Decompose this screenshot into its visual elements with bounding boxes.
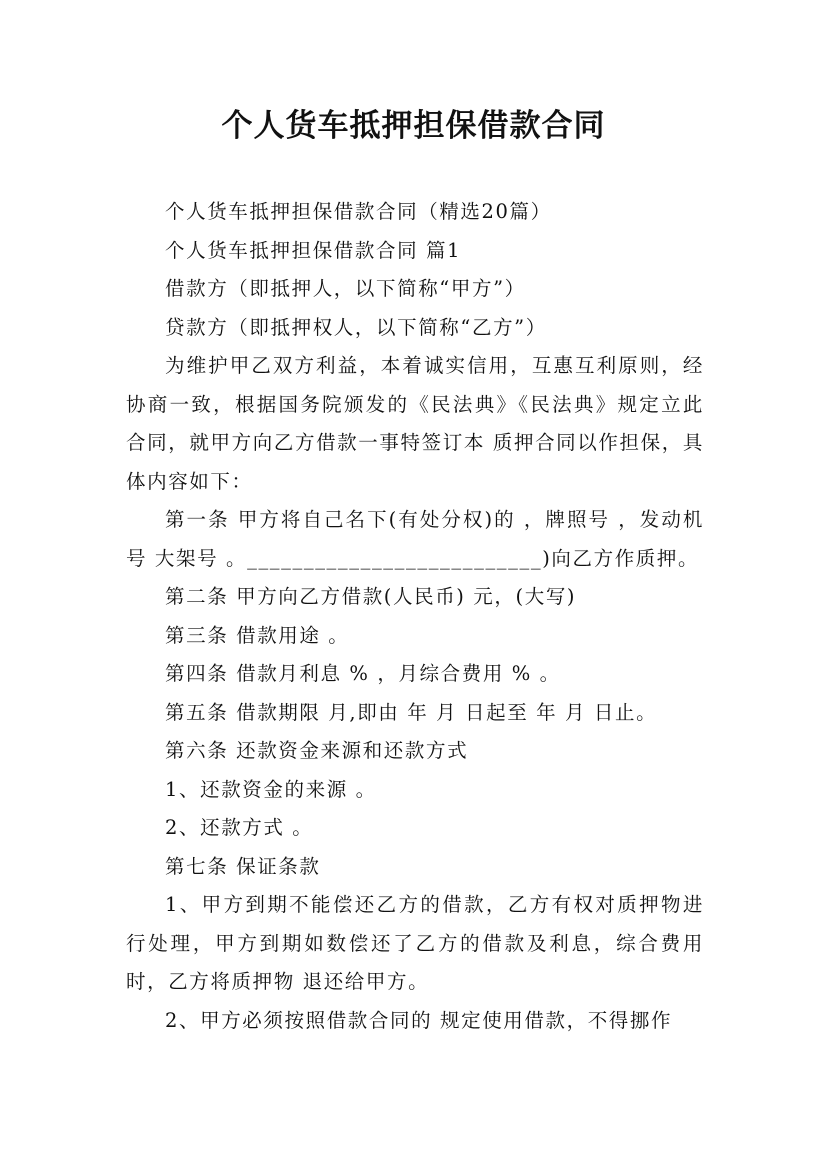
paragraph-lender: 贷款方（即抵押权人，以下简称“乙方”） <box>165 315 547 339</box>
paragraph-article-6: 第六条 还款资金来源和还款方式 <box>165 739 469 762</box>
paragraph-preamble: 为维护甲乙双方利益，本着诚实信用，互惠互利原则，经协商一致，根据国务院颁发的《民法典》《民法典》规定立此合同，就甲方向乙方借款一事特签订本 质押合同以作担保，具体内容如下： <box>126 354 704 493</box>
document-body <box>126 193 704 1040</box>
paragraph-article-6-item-1: 1、还款资金的来源 。 <box>165 777 377 801</box>
paragraph-article-3: 第三条 借款用途 。 <box>165 623 350 647</box>
paragraph-article-7-item-1: 1、甲方到期不能偿还乙方的借款，乙方有权对质押物进行处理，甲方到期如数偿还了乙方的借款及利息，综合费用时，乙方将质押物 退还给甲方。 <box>126 893 704 993</box>
paragraph-article-1: 第一条 甲方将自己名下(有处分权)的 ，牌照号 ，发动机号 大架号 。__________________________)向乙方作质押。 <box>126 508 704 570</box>
paragraph-section-heading: 个人货车抵押担保借款合同 篇1 <box>165 238 462 262</box>
paragraph-article-2: 第二条 甲方向乙方借款(人民币) 元，(大写) <box>165 585 577 608</box>
paragraph-article-7-item-2: 2、甲方必须按照借款合同的 规定使用借款，不得挪作 <box>165 1008 673 1032</box>
paragraph-article-4: 第四条 借款月利息 % ，月综合费用 % 。 <box>165 662 561 685</box>
paragraph-article-7: 第七条 保证条款 <box>165 854 321 878</box>
paragraph-article-6-item-2: 2、还款方式 。 <box>165 816 314 839</box>
paragraph-borrower: 借款方（即抵押人，以下简称“甲方”） <box>165 277 526 300</box>
paragraph-article-5: 第五条 借款期限 月,即由 年 月 日起至 年 月 日止。 <box>165 700 658 724</box>
paragraph-subtitle: 个人货车抵押担保借款合同（精选20篇） <box>165 200 552 223</box>
document-title: 个人货车抵押担保借款合同 <box>221 108 606 144</box>
